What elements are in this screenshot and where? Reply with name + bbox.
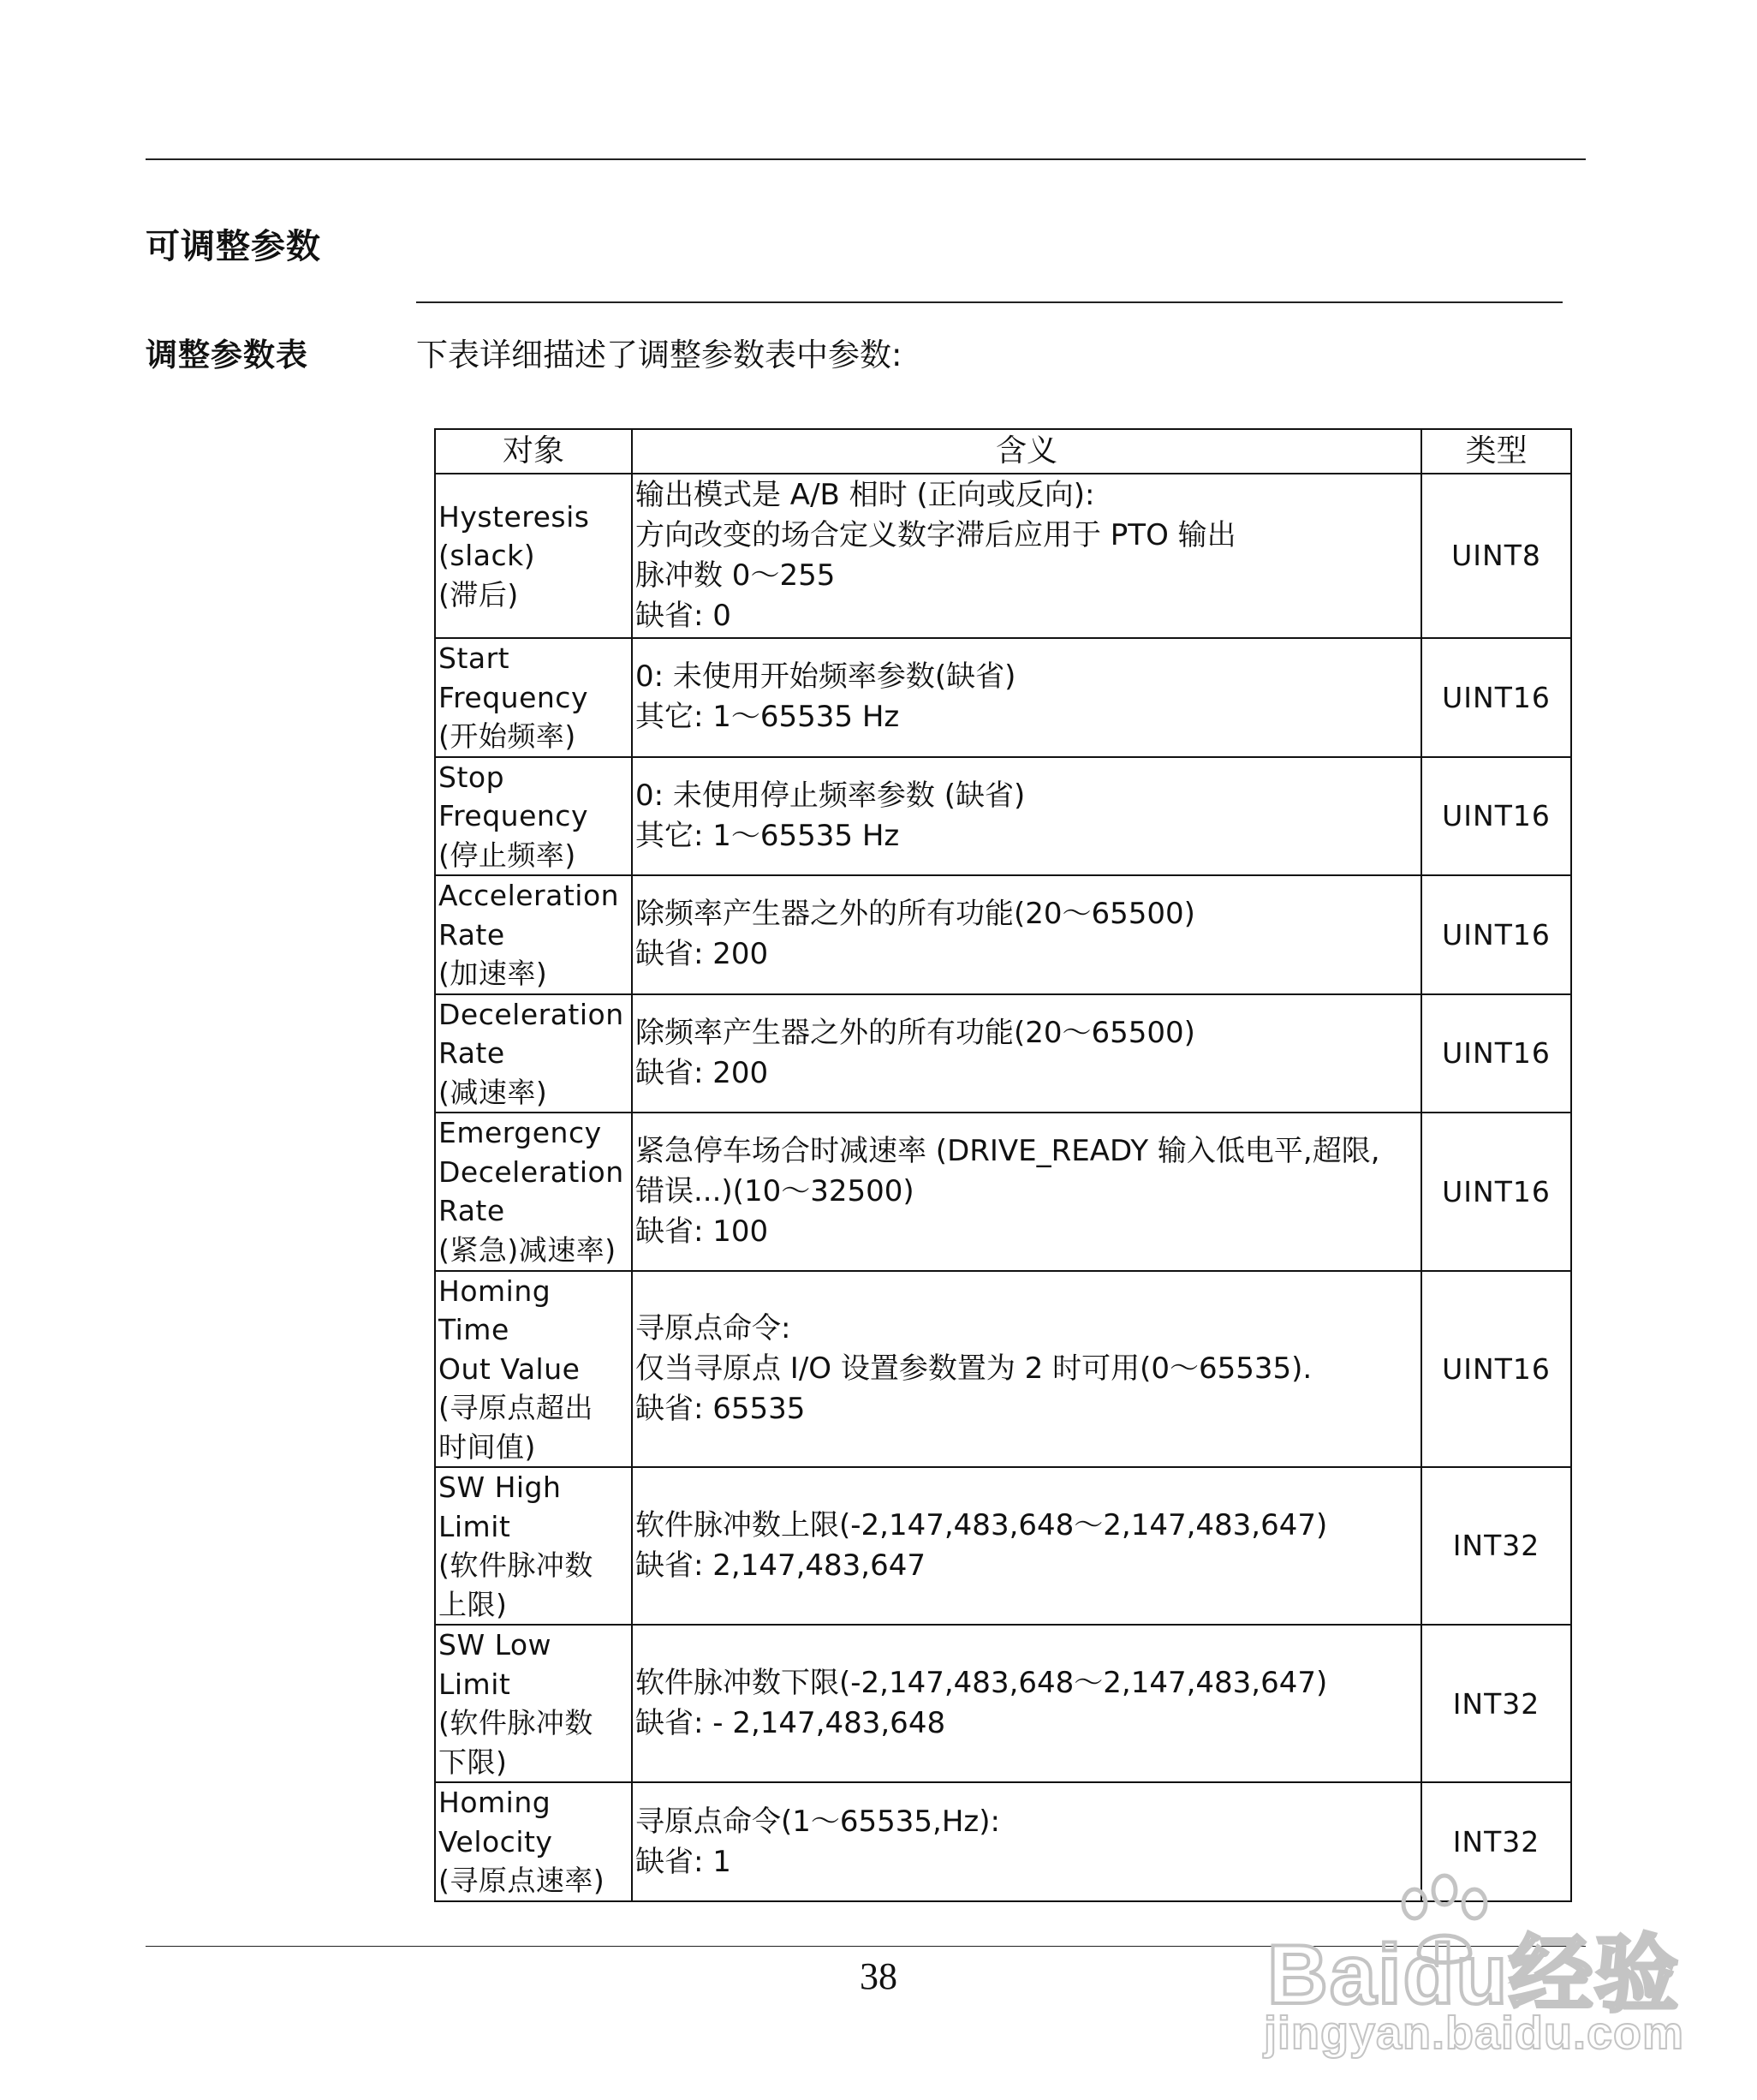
meaning-line: 缺省: 1 [635, 1844, 731, 1879]
meaning-line: 其它: 1～65535 Hz [635, 700, 900, 735]
meaning-cell [632, 1625, 1421, 1782]
object-cell: Homing Velocity (寻原点速率) [435, 1782, 632, 1901]
meaning-line: 其它: 1～65535 Hz [635, 818, 900, 853]
object-cell: SW Low Limit (软件脉冲数 下限) [435, 1625, 632, 1782]
meaning-line: 软件脉冲数上限(-2,147,483,648～2,147,483,647) [635, 1508, 1328, 1543]
type-cell: UINT16 [1421, 1113, 1571, 1270]
object-cell: Homing Time Out Value (寻原点超出 时间值) [435, 1271, 632, 1468]
meaning-line: 缺省: - 2,147,483,648 [635, 1706, 946, 1741]
object-cell: Emergency Deceleration Rate (紧急)减速率) [435, 1113, 632, 1270]
meaning-line: 缺省: 100 [635, 1214, 769, 1249]
meaning-line: 0: 未使用停止频率参数 (缺省) [635, 778, 1026, 813]
meaning-line: 缺省: 2,147,483,647 [635, 1548, 926, 1584]
meaning-line: 除频率产生器之外的所有功能(20～65500) [635, 1016, 1195, 1051]
table-row [435, 994, 1571, 1113]
type-cell: INT32 [1421, 1782, 1571, 1901]
baidu-watermark [1259, 1906, 1687, 2077]
object-cell: Start Frequency (开始频率) [435, 638, 632, 757]
header-object: 对象 [435, 429, 632, 474]
meaning-cell [632, 1782, 1421, 1901]
type-cell: INT32 [1421, 1467, 1571, 1625]
subsection-title: 调整参数表 [146, 337, 308, 373]
table-row [435, 1467, 1571, 1625]
meaning-cell [632, 1113, 1421, 1270]
type-cell: UINT16 [1421, 994, 1571, 1113]
type-cell: UINT16 [1421, 1271, 1571, 1468]
object-cell: Acceleration Rate (加速率) [435, 875, 632, 994]
meaning-line: 缺省: 65535 [635, 1391, 806, 1426]
table-row [435, 875, 1571, 994]
table-row [435, 757, 1571, 876]
object-cell: SW High Limit (软件脉冲数 上限) [435, 1467, 632, 1625]
table-row [435, 1271, 1571, 1468]
meaning-line: 寻原点命令: [635, 1310, 791, 1345]
meaning-line: 0: 未使用开始频率参数(缺省) [635, 659, 1016, 695]
type-cell: UINT8 [1421, 474, 1571, 638]
object-cell: Deceleration Rate (减速率) [435, 994, 632, 1113]
meaning-cell [632, 474, 1421, 638]
table-row [435, 1625, 1571, 1782]
intro-text: 下表详细描述了调整参数表中参数: [416, 337, 902, 373]
meaning-cell [632, 994, 1421, 1113]
type-cell: UINT16 [1421, 875, 1571, 994]
page-number: 38 [860, 1955, 897, 1997]
meaning-line: 仅当寻原点 I/O 设置参数置为 2 时可用(0～65535). [635, 1351, 1313, 1386]
meaning-cell [632, 1271, 1421, 1468]
type-cell: UINT16 [1421, 638, 1571, 757]
table-row [435, 474, 1571, 638]
meaning-line: 脉冲数 0～255 [635, 558, 836, 593]
object-cell: Stop Frequency (停止频率) [435, 757, 632, 876]
meaning-cell [632, 875, 1421, 994]
meaning-cell [632, 638, 1421, 757]
meaning-cell [632, 1467, 1421, 1625]
section-title: 可调整参数 [146, 227, 321, 266]
meaning-line: 缺省: 200 [635, 937, 769, 972]
table-row [435, 1113, 1571, 1270]
meaning-line: 错误...)(10～32500) [635, 1173, 914, 1208]
parameter-table [434, 428, 1572, 1902]
meaning-cell [632, 757, 1421, 876]
header-rule [146, 158, 1586, 160]
type-cell: INT32 [1421, 1625, 1571, 1782]
meaning-line: 缺省: 200 [635, 1056, 769, 1091]
header-type: 类型 [1421, 429, 1571, 474]
type-cell: UINT16 [1421, 757, 1571, 876]
table-header-row [435, 429, 1571, 474]
subsection-rule [416, 301, 1563, 303]
watermark-brand: Baidu经验 [1267, 1927, 1681, 2021]
object-cell: Hysteresis (slack) (滞后) [435, 474, 632, 638]
table-row [435, 638, 1571, 757]
meaning-line: 方向改变的场合定义数字滞后应用于 PTO 输出 [635, 518, 1236, 552]
header-meaning: 含义 [632, 429, 1421, 474]
meaning-line: 输出模式是 A/B 相时 (正向或反向): [635, 478, 1095, 512]
watermark-url: jingyan.baidu.com [1264, 2008, 1685, 2059]
meaning-line: 除频率产生器之外的所有功能(20～65500) [635, 897, 1195, 932]
meaning-line: 软件脉冲数下限(-2,147,483,648～2,147,483,647) [635, 1666, 1328, 1701]
meaning-line: 紧急停车场合时减速率 (DRIVE_READY 输入低电平,超限, [635, 1133, 1380, 1168]
meaning-line: 缺省: 0 [635, 599, 731, 633]
meaning-line: 寻原点命令(1～65535,Hz): [635, 1804, 1000, 1839]
